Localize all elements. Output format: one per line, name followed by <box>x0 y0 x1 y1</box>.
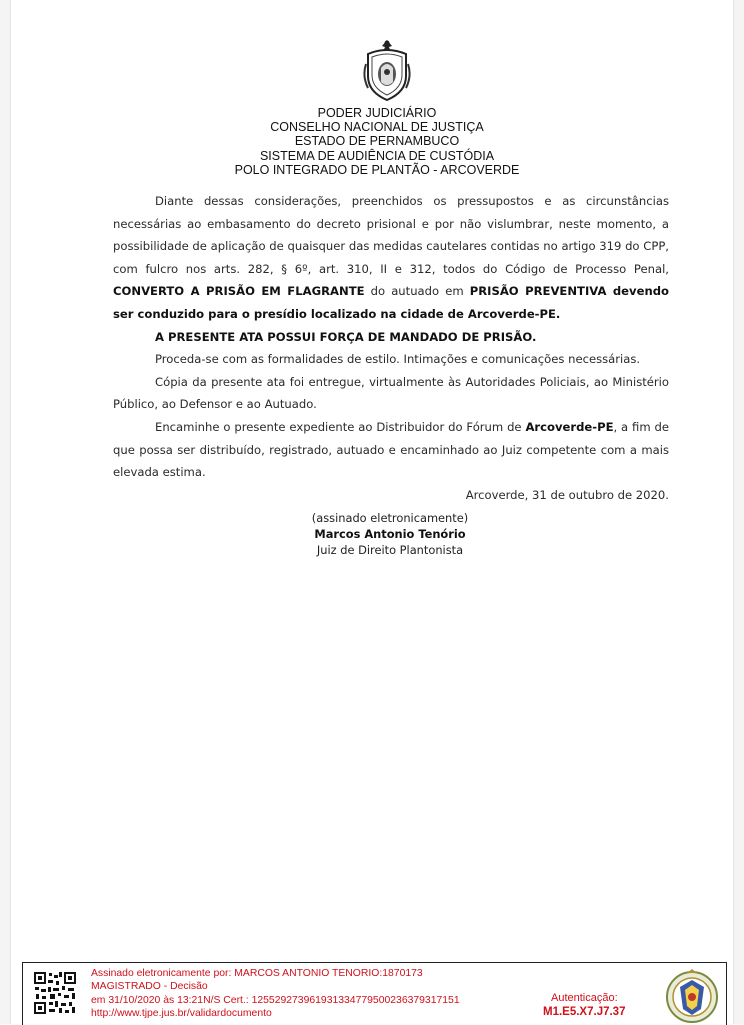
signer-name: Marcos Antonio Tenório <box>314 527 466 541</box>
signature-details <box>91 967 460 1021</box>
pernambuco-court-crest-icon <box>362 38 412 102</box>
tjpe-seal-icon <box>665 967 719 1025</box>
footer-certificate: em 31/10/2020 às 13:21N/S Cert.: 125529273961931334779500236379317151 <box>91 994 460 1006</box>
paragraph-decision: Diante dessas considerações, preenchidos os pressupostos e as circunstâncias necessárias ao embasamento do decreto prisional e por não vislumbrar, neste momento, a possibilidade de aplicação de quaisquer das medidas cautelares contidas no artigo 319 do CPP, com fulcro nos arts. 282, § 6º, art. 310, II e 312, todos do Código de Processo Penal, CONVERTO A PRISÃO EM FLAGRANTE do autuado em PRISÃO PREVENTIVA devendo ser conduzido para o presídio localizado na cidade de Arcoverde-PE. <box>113 194 669 321</box>
header-line: CONSELHO NACIONAL DE JUSTIÇA <box>270 120 484 135</box>
qr-code-icon[interactable] <box>33 971 77 1015</box>
header-line: PODER JUDICIÁRIO <box>317 106 437 120</box>
header-line: POLO INTEGRADO DE PLANTÃO - ARCOVERDE <box>234 162 520 177</box>
footer-validation-link[interactable]: http://www.tjpe.jus.br/validardocumento <box>91 1008 272 1020</box>
header-line: ESTADO DE PERNAMBUCO <box>294 134 460 149</box>
header-line: SISTEMA DE AUDIÊNCIA DE CUSTÓDIA <box>259 148 495 163</box>
footer-signer: Assinado eletronicamente por: MARCOS ANTONIO TENORIO:1870173 <box>91 968 423 979</box>
document-body <box>113 190 669 506</box>
document-header <box>140 106 614 177</box>
electronic-signature-footer <box>22 962 727 1025</box>
page-edge-left <box>0 0 11 1024</box>
document-date: Arcoverde, 31 de outubro de 2020. <box>465 487 669 502</box>
paragraph-forward: Encaminhe o presente expediente ao Distribuidor do Fórum de Arcoverde-PE, a fim de que possa ser distribuído, registrado, autuado e encaminhado ao Juiz competente com a mais elevada estima. <box>113 419 669 480</box>
paragraph-warrant-notice: A PRESENTE ATA POSSUI FORÇA DE MANDADO DE PRISÃO. <box>155 329 537 344</box>
signature-block <box>200 510 580 558</box>
footer-doc-type: MAGISTRADO - Decisão <box>91 981 208 993</box>
paragraph-formalities: Proceda-se com as formalidades de estilo. Intimações e comunicações necessárias. <box>155 352 641 367</box>
page-edge-right <box>733 0 744 1024</box>
authentication-label: Autenticação: <box>551 992 618 1004</box>
paragraph-copy-delivered: Cópia da presente ata foi entregue, virtualmente às Autoridades Policiais, ao Ministério Público, ao Defensor e ao Autuado. <box>113 374 669 412</box>
authentication-code: M1.E5.X7.J7.37 <box>543 1006 626 1018</box>
signature-note: (assinado eletronicamente) <box>311 511 469 525</box>
signer-role: Juiz de Direito Plantonista <box>316 543 464 557</box>
